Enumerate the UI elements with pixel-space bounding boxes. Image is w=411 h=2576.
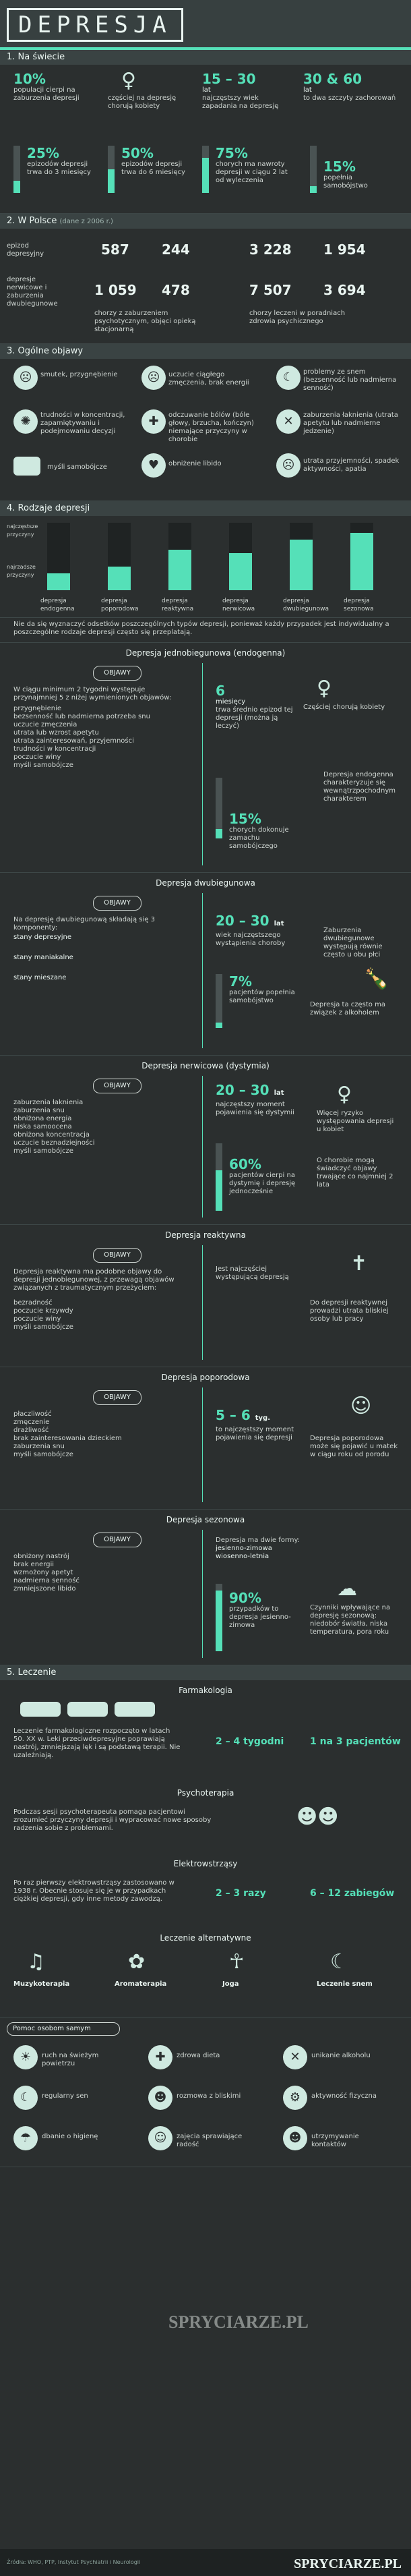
infographic: DEPRESJA 1. Na świecie 10% populacji cierpi na zaburzenia depresji ♀ częściej na depresję chorują kobiety 15 – 30 lat najczęstszy wiek zapadania na depresję 30 & 60 lat to dwa szczyty zachorowań 25% epizodów depresji trwa do 3 miesięcy 50% epizodów depresji trwa do 6 miesięcy 75% chorych ma nawroty depresji w ciągu 2 lat od wyleczenia 15% popełnia samobójstwo 2. W Polsce (dane z 2006 r.) epizod depresyjny depresje nerwicowe i zaburzenia dwubiegunowe 587 244 3 228 1 954 1 059 478 7 507 3 694 chorzy z zaburzeniem psychotycznym, objęci opieką stacjonarną chorzy leczeni w poradniach zdrowia psychicznego 3. Ogólne objawy ☹ smutek, przygnębienie ☹ uczucie ciągłego zmęczenia, brak energii ☾ problemy ze snem (bezsenność lub nadmierna senność) ✺ trudności w koncentracji, zapamiętywaniu i podejmowaniu decyzji ✚ odczuwanie bólów (bóle głowy, brzucha, kończyn) niemające przyczyny w chorobie ✕ zaburzenia łaknienia (utrata apetytu lub nadmierne jedzenie) myśli samobójcze ♥ obniżenie libido ☹ utrata przyjemności, spadek aktywności, apatia 4. Rodzaje depresji najczęstsze przyczyny najrzadsze przyczyny depresja endogenna depresja poporodowa depresja reaktywna depresja nerwicowa depresja dwubiegunowa depresja sezonowa Nie da się wyznaczyć odsetków poszczególnych typów depresji, ponieważ każdy przypadek jest indywidualny a poszczególne rodzaje depresji często się przeplatają. Depresja jednobiegunowa (endogenna) OBJAWY W ciągu minimum 2 tygodni występuje przynajmniej 5 z niżej wymienionych objawów: przygnębienie bezsenność lub nadmierna potrzeba snu uczucie zmęczenia utrata lub wzrost apetytu utrata zainteresowań, przyjemności trudności w koncentracji poczucie winy myśli samobójcze 6 miesięcy trwa średnio epizod tej depresji (można ją leczyć) ♀ Częściej chorują kobiety Depresja endogenna charakteryzuje się wewnątrzpochodnym charakterem 15% chorych dokonuje zamachu samobójczego Depresja dwubiegunowa OBJAWY Na depresję dwubiegunową składają się 3 komponenty: stany depresyjne stany maniakalne stany mieszane 20 – 30 lat wiek najczęstszego wystąpienia choroby Zaburzenia dwubiegunowe występują równie często u obu płci 7% pacjentów popełnia samobójstwo 🍾 Depresja ta często ma związek z alkoholem Depresja nerwicowa (dystymia) OBJAWY zaburzenia łaknienia zaburzenia snu obniżona energia niska samoocena obniżona koncentracja uczucie beznadziejności myśli samobójcze 20 – 30 lat najczęstszy moment pojawienia się dystymii ♀ Więcej ryzyko występowania depresji u kobiet 60% pacjentów cierpi na dystymię i depresję jednocześnie O chorobie mogą świadczyć objawy trwające co najmniej 2 lata Depresja reaktywna OBJAWY Depresja reaktywna ma podobne objawy do depresji jednobiegunowej, z przewagą objawów związanych z traumatycznym przeżyciem: bezradność poczucie krzywdy poczucie winy myśli samobójcze Jest najczęściej występującą depresją ✝ Do depresji reaktywnej prowadzi utrata bliskiej osoby lub pracy Depresja poporodowa OBJAWY płaczliwość zmęczenie drażliwość brak zainteresowania dzieckiem zaburzenia snu myśli samobójcze 5 – 6 tyg. to najczęstszy moment pojawienia się depresji ☺ Depresja poporodowa może się pojawić u matek w ciągu roku od porodu Depresja sezonowa OBJAWY obniżony nastrój brak energii wzmożony apetyt nadmierna senność zmniejszone libido Depresja ma dwie formy: jesienno-zimowa wiosenno-letnia 90% przypadków to depresja jesienno-zimowa ☁ Czynniki wpływające na depresję sezonową: niedobór światła, niska temperatura, pora roku 5. Leczenie Farmakologia Leczenie farmakologiczne rozpoczęto w latach 50. XX w. Leki przeciwdepresyjne poprawiają nastrój, zmniejszają lęk i są podstawą terapii. Nie uzależniają. 2 – 4 tygodni 1 na 3 pacjentów Psychoterapia Podczas sesji psychoterapeuta pomaga pacjentowi zrozumieć przyczyny depresji i wypracować nowe sposoby radzenia sobie z problemami. ☻☻ Elektrowstrząsy Po raz pierwszy elektrowstrząsy zastosowano w 1938 r. Obecnie stosuje się je w przypadkach ciężkiej depresji, gdy inne metody zawodzą. 2 – 3 razy 6 – 12 zabiegów Leczenie alternatywne ♫ ✿ ☥ ☾ Muzykoterapia Aromaterapia Joga Leczenie snem SPRYCIARZE.PL Pomoc osobom samym ☀ ruch na świeżym powietrzu ✚ zdrowa dieta ✕ unikanie alkoholu ☾ regularny sen ☻ rozmowa z bliskimi ⚙ aktywność fizyczna ☂ dbanie o higienę ☺ zajęcia sprawiające radość ☻ utrzymywanie kontaktów Źródła: WHO, PTP, Instytut Psychiatrii i Neurologii SPRYCIARZE.PL [0,0,411,2576]
type-column [108,567,131,590]
section-4-heading: 4. Rodzaje depresji [0,501,411,516]
baby-icon: ☺ [350,1394,372,1418]
food-icon: ✕ [276,409,301,434]
section-2-heading: 2. W Polsce (dane z 2006 r.) [0,214,411,229]
woman-icon: ♀ [337,1083,352,1106]
objawy-badge: OBJAWY [93,666,141,681]
treatment-section: Farmakologia Leczenie farmakologiczne rozpoczęto w latach 50. XX w. Leki przeciwdepresyjne poprawiają nastrój, zmniejszają lęk i są podstawą terapii. Nie uzależniają. 2 – 4 tygodni 1 na 3 pacjentów Psychoterapia Podczas sesji psychoterapeuta pomaga pacjentowi zrozumieć przyczyny depresji i wypracować nowe sposoby radzenia sobie z problemami. ☻☻ Elektrowstrząsy Po raz pierwszy elektrowstrząsy zastosowano w 1938 r. Obecnie stosuje się je w przypadkach ciężkiej depresji, gdy inne metody zawodzą. 2 – 3 razy 6 – 12 zabiegów Leczenie alternatywne ♫ ✿ ☥ ☾ Muzykoterapia Aromaterapia Joga Leczenie snem [0,1680,411,2018]
woman-icon: ♀ [121,69,136,92]
yoga-icon: ☥ [229,1950,245,1974]
endogenous-heading: Depresja jednobiegunowa (endogenna) [119,648,292,658]
poland-stats: epizod depresyjny depresje nerwicowe i zaburzenia dwubiegunowe 587 244 3 228 1 954 1 059 478 7 507 3 694 chorzy z zaburzeniem psychotycznym, objęci opieką stacjonarną chorzy leczeni w poradniach zdrowia psychicznego [0,229,411,344]
sleep-icon: ☾ [13,2086,38,2110]
endogenous-section: Depresja jednobiegunowa (endogenna) OBJAWY W ciągu minimum 2 tygodni występuje przynajmniej 5 z niżej wymienionych objawów: przygnębienie bezsenność lub nadmierna potrzeba snu uczucie zmęczenia utrata lub wzrost apetytu utrata zainteresowań, przyjemności trudności w koncentracji poczucie winy myśli samobójcze 6 miesięcy trwa średnio epizod tej depresji (można ją leczyć) ♀ Częściej chorują kobiety Depresja endogenna charakteryzuje się wewnątrzpochodnym charakterem 15% chorych dokonuje zamachu samobójczego [0,643,411,873]
bike-icon: ⚙ [283,2086,307,2110]
heart-icon: ♥ [141,453,166,478]
coffin-icon: ✝ [350,1252,368,1276]
aroma-icon: ✿ [128,1950,146,1974]
section-1-heading: 1. Na świecie [0,50,411,65]
progress-bar [216,1170,222,1211]
pill-icon [13,457,40,476]
cloud-icon: ☁ [337,1577,357,1601]
food-icon: ✚ [148,2045,172,2069]
woman-icon: ♀ [317,677,331,700]
world-stats: 10% populacji cierpi na zaburzenia depresji ♀ częściej na depresję chorują kobiety 15 – 30 lat najczęstszy wiek zapadania na depresję 30 & 60 lat to dwa szczyty zachorowań 25% epizodów depresji trwa do 3 miesięcy 50% epizodów depresji trwa do 6 miesięcy 75% chorych ma nawroty depresji w ciągu 2 lat od wyleczenia 15% popełnia samobójstwo [0,65,411,214]
talk-icon: ☻ [148,2086,172,2110]
page-title: DEPRESJA [7,8,183,42]
reactive-section: Depresja reaktywna OBJAWY Depresja reaktywna ma podobne objawy do depresji jednobiegunowej, z przewagą objawów związanych z traumatycznym przeżyciem: bezradność poczucie krzywdy poczucie winy myśli samobójcze Jest najczęściej występującą depresją ✝ Do depresji reaktywnej prowadzi utrata bliskiej osoby lub pracy [0,1225,411,1367]
apathy-icon: ☹ [276,453,301,478]
types-chart: najczęstsze przyczyny najrzadsze przyczyny depresja endogenna depresja poporodowa depresja reaktywna depresja nerwicowa depresja dwubiegunowa depresja sezonowa [0,516,411,618]
people-icon: ☻☻ [296,1805,339,1829]
selfhelp-section: Pomoc osobom samym ☀ ruch na świeżym powietrzu ✚ zdrowa dieta ✕ unikanie alkoholu ☾ regularny sen ☻ rozmowa z bliskimi ⚙ aktywność fizyczna ☂ dbanie o higienę ☺ zajęcia sprawiające radość ☻ utrzymywanie kontaktów [0,2018,411,2167]
smile-icon: ☺ [148,2126,172,2150]
pill-icon [20,1702,61,1717]
progress-bar [216,829,222,838]
sad-face-icon: ☹ [13,366,38,390]
type-column [350,533,373,590]
section-5-heading: 5. Leczenie [0,1665,411,1680]
stat-value: 10% [13,71,46,87]
type-column [229,553,252,590]
sleep-icon: ☾ [276,366,301,390]
pain-icon: ✚ [141,409,166,434]
pill-icon [67,1702,108,1717]
brand-logo[interactable]: SPRYCIARZE.PL [294,2556,402,2571]
type-column [168,550,191,590]
postpartum-section: Depresja poporodowa OBJAWY płaczliwość zmęczenie drażliwość brak zainteresowania dzieckiem zaburzenia snu myśli samobójcze 5 – 6 tyg. to najczęstszy moment pojawienia się depresji ☺ Depresja poporodowa może się pojawić u matek w ciągu roku od porodu [0,1367,411,1510]
progress-bar [216,1591,222,1651]
pill-icon [115,1702,155,1717]
type-column [47,573,70,590]
bottle-icon: 🍾 [364,967,389,991]
music-icon: ♫ [27,1950,45,1974]
bed-icon: ☾ [330,1950,348,1974]
neurotic-section: Depresja nerwicowa (dystymia) OBJAWY zaburzenia łaknienia zaburzenia snu obniżona energia niska samoocena obniżona koncentracja uczucie beznadziejności myśli samobójcze 20 – 30 lat najczęstszy moment pojawienia się dystymii ♀ Więcej ryzyko występowania depresji u kobiet 60% pacjentów cierpi na dystymię i depresję jednocześnie O chorobie mogą świadczyć objawy trwające co najmniej 2 lata [0,1056,411,1225]
walk-icon: ☀ [13,2045,38,2069]
section-3-heading: 3. Ogólne objawy [0,344,411,359]
tired-face-icon: ☹ [141,366,166,390]
header [0,0,411,50]
footer: Źródła: WHO, PTP, Instytut Psychiatrii i Neurologii SPRYCIARZE.PL [0,2549,411,2576]
progress-bar [108,169,115,193]
symptoms: ☹ smutek, przygnębienie ☹ uczucie ciągłego zmęczenia, brak energii ☾ problemy ze snem (bezsenność lub nadmierna senność) ✺ trudności w koncentracji, zapamiętywaniu i podejmowaniu decyzji ✚ odczuwanie bólów (bóle głowy, brzucha, kończyn) niemające przyczyny w chorobie ✕ zaburzenia łaknienia (utrata apetytu lub nadmierne jedzenie) myśli samobójcze ♥ obniżenie libido ☹ utrata przyjemności, spadek aktywności, apatia [0,359,411,501]
no-alcohol-icon: ✕ [283,2045,307,2069]
progress-bar [202,158,209,193]
seasonal-section: Depresja sezonowa OBJAWY obniżony nastrój brak energii wzmożony apetyt nadmierna senność zmniejszone libido Depresja ma dwie formy: jesienno-zimowa wiosenno-letnia 90% przypadków to depresja jesienno-zimowa ☁ Czynniki wpływające na depresję sezonową: niedobór światła, niska temperatura, pora roku [0,1510,411,1665]
shower-icon: ☂ [13,2126,38,2150]
watermark: SPRYCIARZE.PL [168,2312,309,2332]
progress-bar [310,186,317,193]
bipolar-section: Depresja dwubiegunowa OBJAWY Na depresję dwubiegunową składają się 3 komponenty: stany depresyjne stany maniakalne stany mieszane 20 – 30 lat wiek najczęstszego wystąpienia choroby Zaburzenia dwubiegunowe występują równie często u obu płci 7% pacjentów popełnia samobójstwo 🍾 Depresja ta często ma związek z alkoholem [0,873,411,1056]
progress-bar [13,181,20,193]
brain-icon: ✺ [13,409,38,434]
progress-bar [216,1023,222,1028]
friends-icon: ☻ [283,2126,307,2150]
type-column [290,540,313,590]
